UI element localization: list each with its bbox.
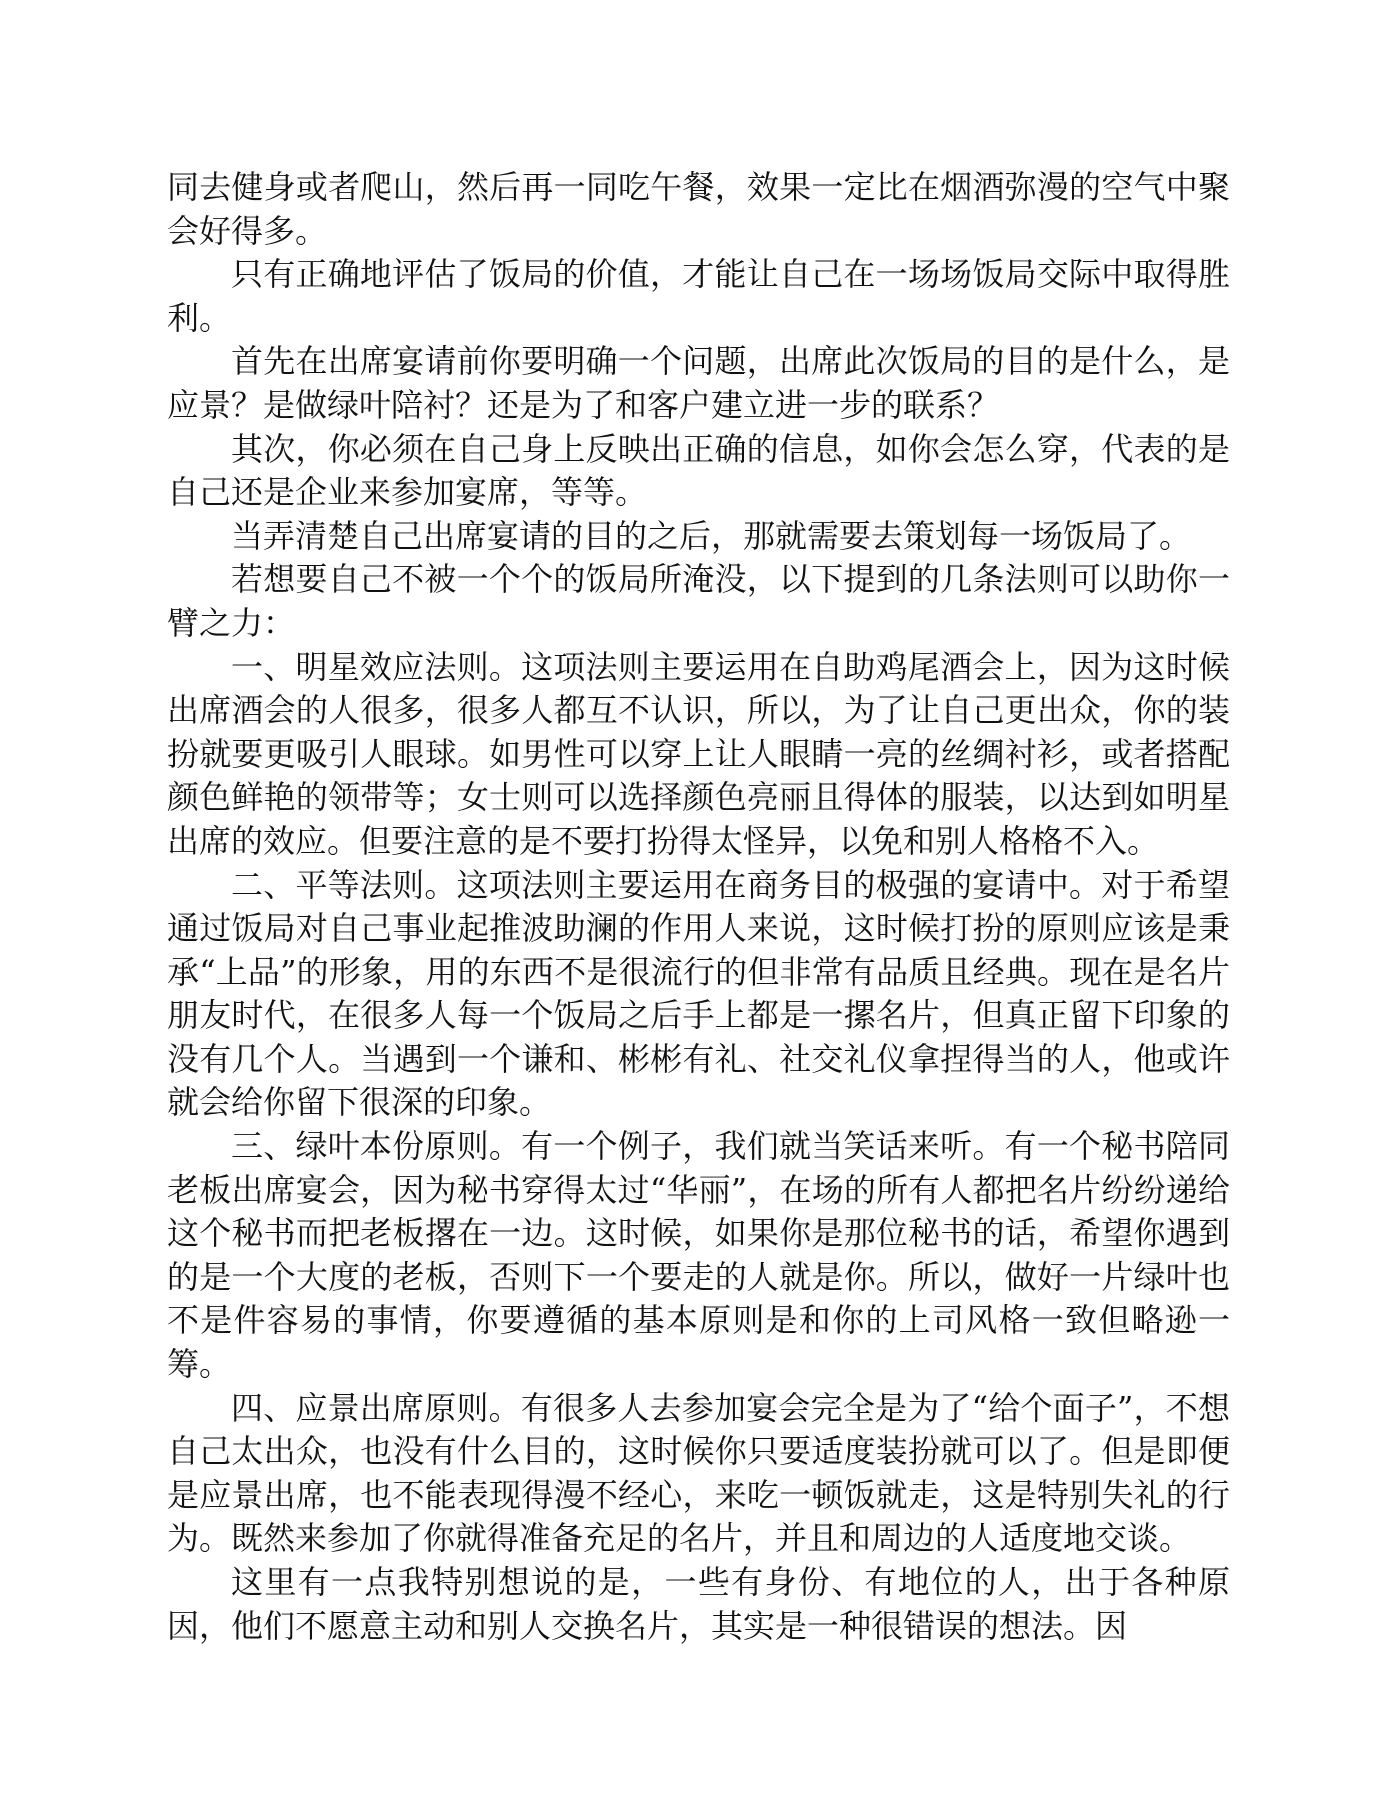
paragraph: 若想要自己不被一个个的饭局所淹没，以下提到的几条法则可以助你一臂之力： [167,560,1230,642]
paragraph: 这里有一点我特别想说的是，一些有身份、有地位的人，出于各种原因，他们不愿意主动和别人交换名片，其实是一种很错误的想法。因 [167,1563,1230,1645]
paragraph-rule-4: 四、应景出席原则。有很多人去参加宴会完全是为了“给个面子”，不想自己太出众，也没有什么目的，这时候你只要适度装扮就可以了。但是即便是应景出席，也不能表现得漫不经心，来吃一顿饭就走，这是特别失礼的行为。既然来参加了你就得准备充足的名片，并且和周边的人适度地交谈。 [167,1388,1230,1558]
paragraph-rule-2: 二、平等法则。这项法则主要运用在商务目的极强的宴请中。对于希望通过饭局对自己事业起推波助澜的作用人来说，这时候打扮的原则应该是秉承“上品”的形象，用的东西不是很流行的但非常有品质且经典。现在是名片朋友时代，在很多人每一个饭局之后手上都是一摞名片，但真正留下印象的没有几个人。当遇到一个谦和、彬彬有礼、社交礼仪拿捏得当的人，他或许就会给你留下很深的印象。 [167,865,1230,1122]
body-text [167,166,1230,1648]
paragraph-rule-3: 三、绿叶本份原则。有一个例子，我们就当笑话来听。有一个秘书陪同老板出席宴会，因为秘书穿得太过“华丽”，在场的所有人都把名片纷纷递给这个秘书而把老板撂在一边。这时候，如果你是那位秘书的话，希望你遇到的是一个大度的老板，否则下一个要走的人就是你。所以，做好一片绿叶也不是件容易的事情，你要遵循的基本原则是和你的上司风格一致但略逊一筹。 [167,1127,1230,1384]
paragraph: 首先在出席宴请前你要明确一个问题，出席此次饭局的目的是什么，是应景？是做绿叶陪衬？还是为了和客户建立进一步的联系？ [167,342,1230,424]
paragraph: 只有正确地评估了饭局的价值，才能让自己在一场场饭局交际中取得胜利。 [167,255,1230,337]
paragraph-continued: 同去健身或者爬山，然后再一同吃午餐，效果一定比在烟酒弥漫的空气中聚会好得多。 [167,168,1230,250]
paragraph: 当弄清楚自己出席宴请的目的之后，那就需要去策划每一场饭局了。 [231,516,1192,555]
paragraph-rule-1: 一、明星效应法则。这项法则主要运用在自助鸡尾酒会上，因为这时候出席酒会的人很多，很多人都互不认识，所以，为了让自己更出众，你的装扮就要更吸引人眼球。如男性可以穿上让人眼睛一亮的丝绸衬衫，或者搭配颜色鲜艳的领带等；女士则可以选择颜色亮丽且得体的服装，以达到如明星出席的效应。但要注意的是不要打扮得太怪异，以免和别人格格不入。 [167,647,1230,860]
paragraph: 其次，你必须在自己身上反映出正确的信息，如你会怎么穿，代表的是自己还是企业来参加宴席，等等。 [167,429,1230,512]
